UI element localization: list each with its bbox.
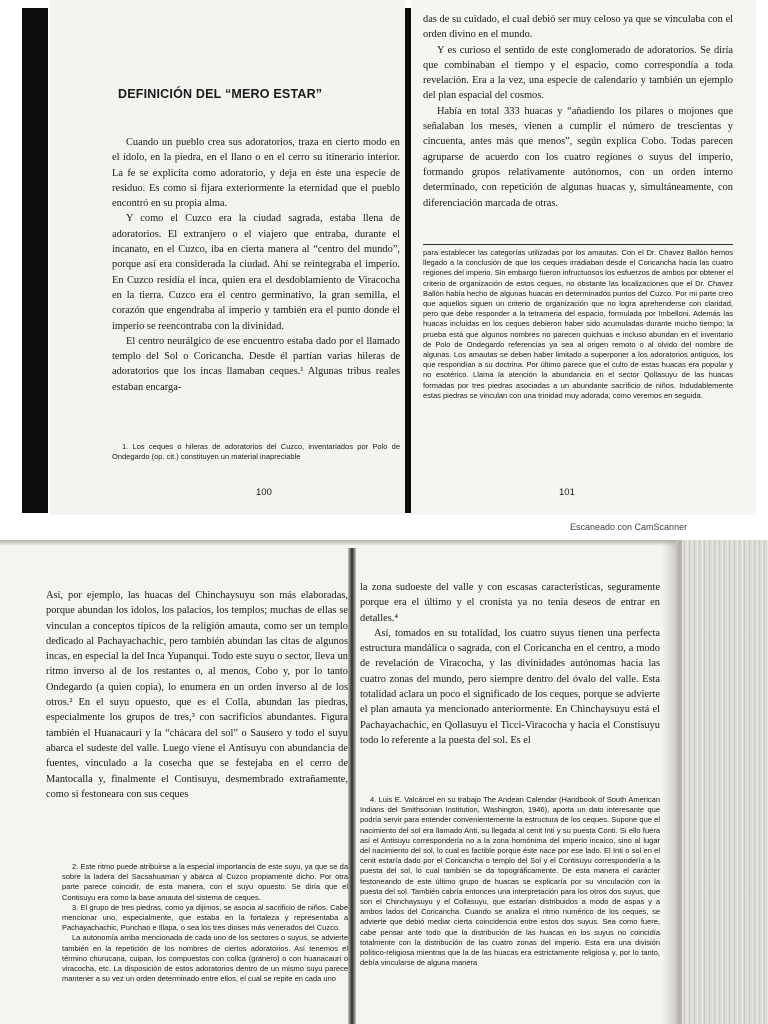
paragraph: Así, por ejemplo, las huacas del Chinchaysuyu son más elaboradas, porque abundan los ídolos, los palacios, los templos; muchas de ellas se vinculan a conceptos típicos de la religión amauta, como ser un templo dedicado al Pachayachachic, pero también abundan las citas de algunos incas, en especial la del Inca Yupanqui. Todo este suyu o sector, lleva un ritmo inverso al de los restantes o, al menos, Cobo y, por lo tanto Ondegardo (a quien copia), lo enumera en un orden inverso al de los otros.² En el suyu opuesto, que es el Colla, abundan las piedras, especialmente los grupos de tres,³ con sacrificios abundantes. Figura también el Huanacauri y la “chácara del sol” o Sausero y todo el suyu abarca el sudeste del valle. Luego viene el Antisuyu con abundancia de fuentes, vinculado a la cosecha que se festejaba en el cerro de Mantocalla y, finalmente el Contisuyu, desmembrado extrañamente, como si festoneara con sus ceques xyxy=(46,590,348,800)
footnote-1-continued: para establecer las categorías utilizadas por los amautas. Con el Dr. Chavez Ballón hemos llegado a la conclusión de que los ceques irradiaban desde el Coricancha hacia las cuatro regiones del imperio. Sin embargo fueron infructuosos los esfuerzos de ambos por obtener el criterio de organización de estos ceques, no obstante las localizaciones que el Dr. Chavez Ballón había hecho de algunas huacas en determinados puntos del Cuzco. Por mi parte creo que aquellos siguen un criterio de organización que no logra aprehenderse con claridad, pero que debe responder a la tetrameria del espacio, formulada por Imbelloni. Además las huacas incluidas en los ceques debieron haber sido acumuladas durante mucho tiempo; la prueba está que algunos nombres no parecen quichuas e incluso abundan en el inventario de Polo de Ondegardo referencias ya sea al origen remoto o al olvido del nombre de algunas. Los amautas se deben haber limitado a superponer a los adoratorios antiguos, los que respondían a su doctrina. Por último parece que el culto de estas huacas era popular y no esotérico. Llama la atención la abundancia en el sector Qollasuyu de las huacas formadas por tres piedras asociadas a un abundante sacrificio de niños. Indudablemente estas piedras se vinculan con una trinidad muy adorada, como veremos en seguida. xyxy=(423,248,733,400)
page-101 xyxy=(411,0,756,515)
paragraph: Así, tomados en su totalidad, los cuatro suyus tienen una perfecta estructura mandálica o sagrada, con el Coricancha en el centro, a modo de revelación de Viracocha, y las divinidades autónomas hacia las cuatro zonas del mundo, pero siempre dentro del óvalo del valle. Esta totalidad aclara un poco el significado de los ceques, porque se advierte el plan amauta ya mencionado anteriormente. En Chinchaysuyu está el Pachayachachic, en Qollasuyu el Ticci-Viracocha y hacia el Constisuyu todo lo referente a la puesta del sol. Es el xyxy=(360,627,660,746)
paragraph: das de su cuidado, el cual debió ser muy celoso ya que se vinculaba con el orden divino en el mundo. xyxy=(423,14,733,41)
paragraph: la zona sudoeste del valle y con escasas características, seguramente porque era el último y el cronista ya no tenía deseos de entrar en detalles.⁴ xyxy=(360,582,660,624)
bottom-scan xyxy=(0,540,768,1024)
paragraph: El centro neurálgico de ese encuentro estaba dado por el llamado templo del Sol o Coricancha. Desde él partían varias hileras de adoratorios que los incas llamaban ceques.¹ Algunas tribus reales estaban encarga- xyxy=(112,335,400,393)
footnote-4: 4. Luis E. Valcárcel en su trabajo The Andean Calendar (Handbook of South American Indians del Smithsonian Institution, Washington, 1946), aporta un dato interesante que podría servir para entender convenientemente la estructura de los ceques. Supone que el nacimiento del sol era llamado Anti, su llegada al cenit Inti y su puesta Conti. Si ello fuera así el Antisuyu correspondería no a la zona homónima del imperio incaico, sino al lugar del nacimiento del sol, lo cual es factible porque éste nace por ese lado. El Inti o sol en el cenit estaría dado por el Coricancha o templo del Sol y el Contisuyu correspondería a la puesta del sol, lo cual también se da topográficamente. De esta manera el carácter festoneando de este último grupo de huacas se explicaría por su vinculación con la puesta del sol. También cabría entonces una interpretación para los otros dos suyus, que son el Chinchaysuyu y el Collasuyu, que estarían distribuidos a modo de aspas y a ambos lados del Coricancha. Cuando se analiza el ritmo numérico de los ceques, se advierte que debió mediar cierta coincidencia entre estos dos suyus. Sea como fuere, cabe pensar ante todo que la distribución de las huacas en los suyus no coincidía totalmente con la distribución de las cuatro zonas del imperio. Esta era una división político-religiosa mientras que la de las huacas era estrictamente religiosa y, por lo tanto, debía vincularse de alguna manera xyxy=(360,795,660,968)
footnote-rule xyxy=(423,244,733,245)
footnote-1: 1. Los ceques o hileras de adoratorios del Cuzco, inventariados por Polo de Ondegardo (op. cit.) constituyen un material inapreciable xyxy=(112,442,400,462)
page-number: 100 xyxy=(256,487,272,498)
bottom-left-footnotes xyxy=(62,862,348,984)
footnote-3: 3. El grupo de tres piedras, como ya dijimos, se asocia al sacrificio de niños. Cabe mencionar uno, especialmente, que estaba en la fortaleza y representaba a Pachayachachic, Punchao e Illapa, o sea los tres dioses más venerados del Cuzco. xyxy=(62,902,348,933)
camscanner-watermark: Escaneado con CamScanner xyxy=(570,522,688,532)
book-spine-shadow xyxy=(348,548,356,1024)
page-101-body xyxy=(423,12,733,211)
footnote-2: 2. Este ritmo puede atribuirse a la especial importancia de este suyu, ya que se da sobre la ladera del Sacsahuaman y abarca al Cuzco propiamente dicho. Por otra parte parece coincidir, de esta manera, con el suyu opuesto. Se diría que el Contisuyu era como la base amauta del sistema de ceques. xyxy=(62,862,348,902)
page-number: 101 xyxy=(559,487,575,498)
paragraph: Y es curioso el sentido de este conglomerado de adoratorios. Se diría que combinaban el tiempo y el espacio, como correspondía a toda revelación. Era a la vez, una especie de calendario y también un ejemplo del plan espacial del cosmos. xyxy=(423,44,733,102)
bottom-right-body xyxy=(360,580,660,748)
paragraph: Y como el Cuzco era la ciudad sagrada, estaba llena de adoratorios. El extranjero o el viajero que entraba, durante el incanato, en el Cuzco, iba en cierta manera al “centro del mundo”, porque así era considerada la ciudad. Ahí se reintegraba el imperio. En Cuzco residía el inca, quien era el desdoblamiento de Viracocha en la tierra. Cuzco era el centro germinativo, la gran semilla, el corazón que engendraba al imperio y también era el punto donde el imperio se reencontraba con la divinidad. xyxy=(112,213,400,332)
paragraph: Cuando un pueblo crea sus adoratorios, traza en cierto modo en el ídolo, en la piedra, en el llano o en el cerro su itinerario interior. La fe se explicita como adoratorio, y deja en éste una especie de residuo. Es como si fijara exteriormente la eternidad que el pueblo encontró en su propia alma. xyxy=(112,137,400,210)
page-100 xyxy=(50,0,405,515)
bottom-left-body xyxy=(46,588,348,802)
left-scan-edge xyxy=(22,8,48,513)
paragraph: Había en total 333 huacas y “añadiendo los pilares o mojones que señalaban los meses, vienen a cumplir el número de trescientas y cincuenta, antes más que menos”, según explica Cobo. Todas parecen agruparse de acuerdo con los cuatro regiones o suyus del imperio, formando grupos relativamente autónomos, con un orden interno determinado, con repetición de algunas huacas y, simultáneamente, con diferenciación marcada de otras. xyxy=(423,105,733,209)
book-page-edges xyxy=(676,540,768,1024)
book-edge-shadow xyxy=(662,540,682,1024)
scan-top-edge xyxy=(0,540,768,546)
page-100-body xyxy=(112,135,400,395)
chapter-title: DEFINICIÓN DEL “MERO ESTAR” xyxy=(118,87,323,101)
footnote-3-continued: La autonomía arriba mencionada de cada uno de los sectores o suyus, se advierte también en la repetición de los nombres de ciertos adoratorios. Así tenemos el término churucana, cuipan, los compuestos con collca (granero) o con huanacauri o viracocha, etc. La disposición de estos adoratorios dentro de un mismo suyu parece mantener a su vez un orden determinado entre ellos, el cual se repite en cada uno xyxy=(62,933,348,984)
